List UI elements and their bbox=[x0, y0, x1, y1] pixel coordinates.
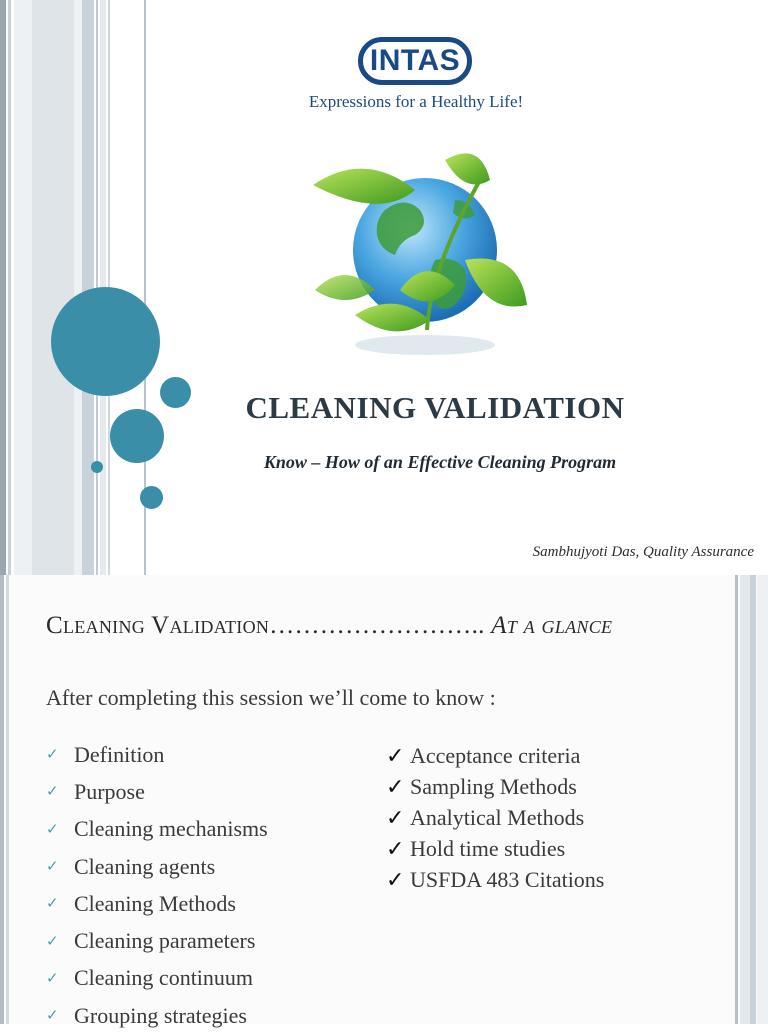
list-item-label: Definition bbox=[74, 741, 165, 767]
checkmark-icon: ✓ bbox=[386, 835, 405, 861]
checkmark-icon: ✓ bbox=[46, 970, 59, 987]
checkmark-icon: ✓ bbox=[46, 896, 59, 913]
stripe bbox=[750, 575, 756, 1024]
tagline: Expressions for a Healthy Life! bbox=[308, 92, 524, 111]
list-item-label: Hold time studies bbox=[410, 835, 566, 861]
list-item-label: Cleaning parameters bbox=[74, 928, 256, 954]
list-item-label: Purpose bbox=[74, 778, 145, 804]
list-item-label: Acceptance criteria bbox=[410, 742, 581, 768]
topics-list-right bbox=[386, 740, 604, 895]
stripe bbox=[8, 0, 11, 575]
checkmark-icon: ✓ bbox=[46, 821, 59, 838]
intas-logo bbox=[358, 37, 472, 85]
logo-text: INTAS bbox=[369, 44, 461, 77]
overview-intro: After completing this session we’ll come to know : bbox=[46, 685, 496, 710]
list-item-label: Cleaning continuum bbox=[74, 965, 254, 991]
list-item bbox=[46, 960, 268, 997]
list-item bbox=[46, 773, 268, 810]
list-item bbox=[386, 771, 604, 802]
list-item bbox=[386, 802, 604, 833]
checkmark-icon: ✓ bbox=[46, 747, 59, 764]
stripe bbox=[757, 575, 768, 1024]
decor-circle bbox=[91, 461, 103, 473]
globe-leaves-image bbox=[305, 140, 535, 360]
slide-subtitle: Know – How of an Effective Cleaning Program bbox=[263, 452, 617, 472]
list-item-label: Cleaning mechanisms bbox=[74, 816, 268, 842]
stripe bbox=[735, 575, 738, 1024]
overview-title-glance: At a glance bbox=[491, 612, 613, 639]
stripe bbox=[32, 0, 74, 575]
overview-title bbox=[46, 612, 612, 640]
checkmark-icon: ✓ bbox=[386, 804, 405, 830]
checkmark-icon: ✓ bbox=[46, 933, 59, 950]
overview-title-main: Cleaning Validation bbox=[46, 612, 270, 639]
list-item bbox=[46, 811, 268, 848]
list-item bbox=[46, 736, 268, 773]
decor-circle bbox=[140, 486, 163, 509]
list-item bbox=[46, 922, 268, 959]
list-item-label: USFDA 483 Citations bbox=[410, 866, 605, 892]
checkmark-icon: ✓ bbox=[386, 773, 405, 799]
list-item-label: Cleaning Methods bbox=[74, 890, 236, 916]
author-credit: Sambhujyoti Das, Quality Assurance bbox=[532, 544, 754, 560]
list-item-label: Grouping strategies bbox=[74, 1002, 247, 1028]
list-item bbox=[386, 833, 604, 864]
checkmark-icon: ✓ bbox=[46, 784, 59, 801]
stripe bbox=[6, 575, 9, 1024]
checkmark-icon: ✓ bbox=[386, 742, 405, 768]
stripe bbox=[14, 0, 32, 575]
checkmark-icon: ✓ bbox=[46, 859, 59, 876]
list-item bbox=[386, 740, 604, 771]
list-item bbox=[386, 864, 604, 895]
checkmark-icon: ✓ bbox=[46, 1008, 59, 1025]
slide-title: CLEANING VALIDATION bbox=[245, 390, 625, 425]
stripe bbox=[0, 0, 6, 575]
list-item bbox=[46, 885, 268, 922]
decor-circle-large bbox=[51, 287, 160, 396]
list-item bbox=[46, 997, 268, 1034]
list-item-label: Sampling Methods bbox=[410, 773, 577, 799]
list-item-label: Cleaning agents bbox=[74, 853, 216, 879]
list-item bbox=[46, 848, 268, 885]
stripe bbox=[74, 0, 82, 575]
checkmark-icon: ✓ bbox=[386, 866, 405, 892]
stripe bbox=[0, 575, 4, 1024]
stripe bbox=[740, 575, 750, 1024]
list-item-label: Analytical Methods bbox=[410, 804, 585, 830]
topics-list-left bbox=[46, 736, 268, 1034]
overview-title-dots: …………………….. bbox=[269, 612, 485, 639]
